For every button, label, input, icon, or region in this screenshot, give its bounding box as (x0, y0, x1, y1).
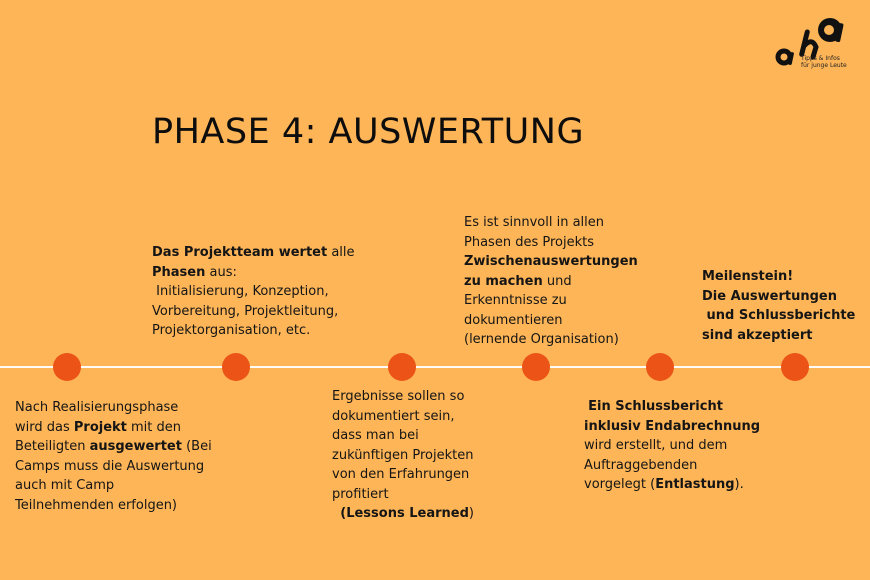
text-line: Phasen aus: (152, 264, 237, 280)
text-line: Camps muss die Auswertung (15, 458, 205, 474)
text-line: Beteiligten ausgewertet (Bei (15, 439, 212, 454)
logo-caption-line2: für junge Leute (801, 62, 847, 69)
text-line: Projektorganisation, etc. (152, 323, 311, 338)
text-line: Das Projektteam wertet alle (152, 245, 355, 260)
stage-2-text (152, 243, 355, 341)
timeline-dot-2 (222, 353, 250, 381)
bold-text: und Schlussberichte (702, 308, 856, 323)
timeline-dot-1 (53, 353, 81, 381)
text-line: Vorbereitung, Projektleitung, (152, 303, 339, 319)
text-line: Initialisierung, Konzeption, (152, 284, 329, 299)
timeline-dot-3 (388, 353, 416, 381)
text-line: zukünftigen Projekten (332, 447, 474, 463)
text-line: wird erstellt, und dem (584, 438, 728, 453)
page-title: PHASE 4: AUSWERTUNG (152, 112, 585, 152)
logo-caption-line1: Tipps & Infos (801, 55, 840, 62)
bold-text: zu machen (464, 273, 543, 289)
text-line: dokumentiert sein, (332, 408, 455, 424)
text-line: dokumentieren (464, 312, 563, 328)
timeline-dot-6 (781, 353, 809, 381)
timeline-dot-4 (522, 353, 550, 381)
text-line: von den Erfahrungen (332, 467, 470, 482)
text-line: wird das Projekt mit den (15, 419, 182, 435)
text-line: Nach Realisierungsphase (15, 400, 179, 415)
bold-text: Das Projektteam wertet (152, 245, 328, 260)
text-line (702, 267, 855, 287)
text-line: auch mit Camp (15, 478, 115, 493)
aha-logo (772, 14, 852, 84)
bold-text: Meilenstein! (702, 269, 794, 284)
text-line (464, 252, 638, 272)
bold-text: Ein Schlussbericht (588, 399, 723, 414)
text-line: Ergebnisse sollen so (332, 389, 465, 404)
bold-text: ausgewertet (89, 439, 182, 454)
text-line: Phasen des Projekts (464, 234, 594, 250)
stage-6-text (702, 267, 855, 345)
timeline-line (0, 366, 870, 368)
bold-text: Projekt (73, 419, 127, 435)
text-line (584, 417, 760, 437)
text-line: Erkenntnisse zu (464, 293, 567, 308)
text-line (584, 397, 760, 417)
stage-5-text (584, 397, 760, 495)
bold-text: Entlastung (655, 477, 735, 492)
bold-text: (Lessons Learned (340, 506, 469, 521)
text-line: Teilnehmenden erfolgen) (15, 497, 177, 513)
text-line: profitiert (332, 486, 389, 502)
text-line: Es ist sinnvoll in allen (464, 215, 605, 230)
text-line: dass man bei (332, 428, 419, 443)
text-line (702, 287, 855, 307)
stage-3-text (332, 387, 474, 524)
stage-4-text (464, 213, 638, 350)
text-line: Auftraggebenden (584, 457, 698, 473)
text-line (702, 326, 855, 346)
text-line: (lernende Organisation) (464, 332, 619, 347)
bold-text: Phasen (152, 264, 206, 280)
timeline-dot-5 (646, 353, 674, 381)
text-line (702, 306, 855, 326)
logo-caption (801, 55, 847, 69)
bold-text: sind akzeptiert (702, 327, 813, 343)
bold-text: Zwischenauswertungen (464, 254, 638, 269)
stage-1-text (15, 398, 212, 515)
text-line: zu machen und (464, 273, 572, 289)
text-line: vorgelegt (Entlastung). (584, 477, 744, 492)
text-line: (Lessons Learned) (340, 506, 474, 521)
bold-text: inklusiv Endabrechnung (584, 418, 761, 434)
bold-text: Die Auswertungen (702, 288, 837, 304)
